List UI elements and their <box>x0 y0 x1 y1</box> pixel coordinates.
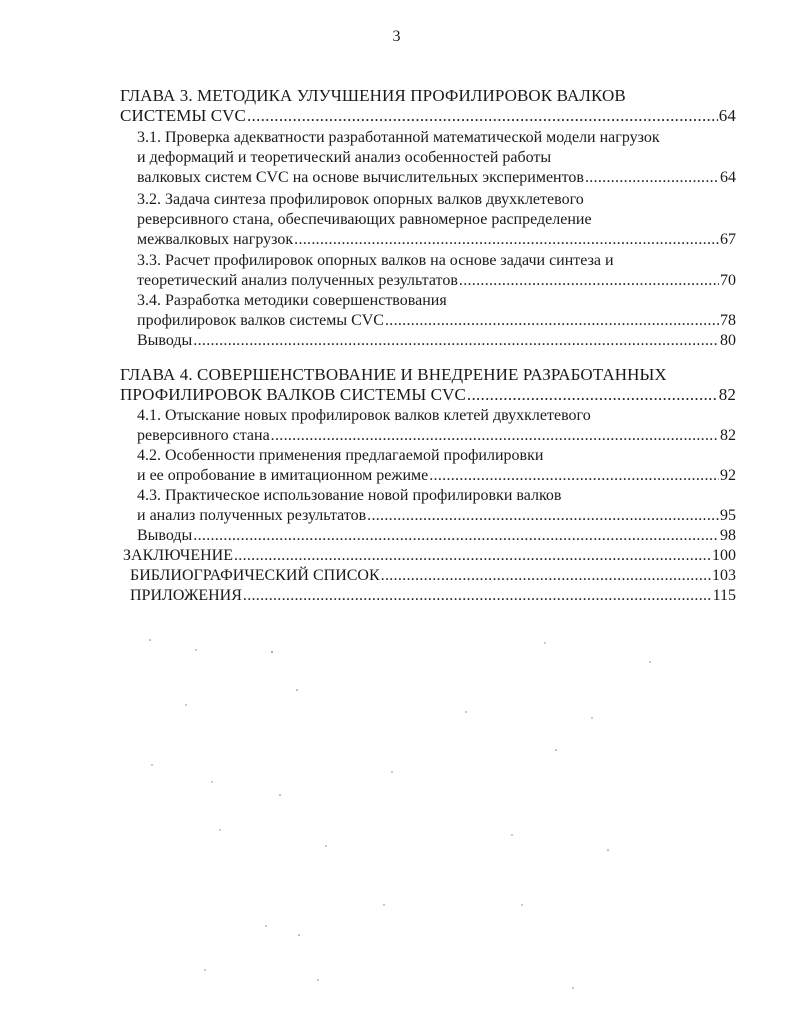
toc-entry-text: Выводы <box>137 332 193 349</box>
chapter-4-page: 82 <box>718 385 736 404</box>
speck <box>544 642 545 643</box>
toc-entry-page: 67 <box>720 231 736 248</box>
toc-entry-page: 70 <box>720 272 736 289</box>
leader-dots <box>247 106 718 126</box>
toc-entry-text: 3.1. Проверка адекватности разработанной математической модели нагрузок <box>137 129 660 146</box>
toc-entry-text: теоретический анализ полученных результатов <box>137 272 458 289</box>
toc-entry-bibliography <box>130 566 736 586</box>
toc-entry-appendices <box>130 586 736 606</box>
toc-entry-text: профилировок валков системы CVC <box>137 312 384 329</box>
toc-entry-text: 3.2. Задача синтеза профилировок опорных валков двухклетевого <box>137 191 584 208</box>
toc-entry-3-1-line-1 <box>137 128 660 148</box>
leader-dots <box>429 466 719 486</box>
toc-entry-text: межвалковых нагрузок <box>137 231 294 248</box>
speck <box>325 845 326 846</box>
toc-entry-4-1-line-1 <box>137 406 591 426</box>
toc-entry-text: реверсивного стана, обеспечивающих равномерное распределение <box>137 211 592 228</box>
leader-dots <box>585 168 719 188</box>
leader-dots <box>294 230 719 250</box>
toc-entry-3-2-line-2 <box>137 210 592 230</box>
chapter-4-title-line-1 <box>120 365 667 385</box>
speck <box>279 794 281 796</box>
leader-dots <box>459 271 719 291</box>
toc-entry-page: 82 <box>720 427 736 444</box>
toc-entry-text: 4.3. Практическое использование новой профилировки валков <box>137 487 562 504</box>
leader-dots <box>271 426 719 446</box>
speck <box>149 639 151 641</box>
toc-entry-text: 3.3. Расчет профилировок опорных валков на основе задачи синтеза и <box>137 252 614 269</box>
speck <box>317 979 318 980</box>
toc-entry-page: 100 <box>712 547 736 564</box>
table-of-contents <box>0 86 793 626</box>
speck <box>271 651 273 653</box>
speck <box>211 781 212 782</box>
toc-entry-4-1-line-2 <box>137 426 736 446</box>
toc-entry-3-4-line-2 <box>137 311 736 331</box>
chapter-4-title-line-2 <box>120 385 736 405</box>
speck <box>607 849 609 851</box>
speck <box>391 771 392 772</box>
toc-entry-page: 103 <box>712 567 736 584</box>
speck <box>591 717 592 718</box>
speck <box>185 704 186 705</box>
leader-dots <box>234 546 711 566</box>
toc-entry-conclusions-4 <box>137 526 736 546</box>
toc-entry-4-2-line-1 <box>137 446 543 466</box>
leader-dots <box>243 586 712 606</box>
speck <box>265 925 266 926</box>
speck <box>511 834 512 835</box>
toc-entry-page: 98 <box>720 527 736 544</box>
chapter-4-title-text-2: ПРОФИЛИРОВОК ВАЛКОВ СИСТЕМЫ CVC <box>120 385 466 404</box>
toc-entry-page: 64 <box>720 169 736 186</box>
chapter-4-title-text-1: ГЛАВА 4. СОВЕРШЕНСТВОВАНИЕ И ВНЕДРЕНИЕ РАЗРАБОТАННЫХ <box>120 365 667 384</box>
chapter-3-title-line-1 <box>120 86 626 106</box>
speck <box>219 829 220 830</box>
chapter-3-title-text-1: ГЛАВА 3. МЕТОДИКА УЛУЧШЕНИЯ ПРОФИЛИРОВОК ВАЛКОВ <box>120 86 626 105</box>
speck <box>555 749 557 751</box>
toc-entry-text: БИБЛИОГРАФИЧЕСКИЙ СПИСОК <box>130 567 380 584</box>
toc-entry-conclusion <box>123 546 736 566</box>
toc-entry-text: 3.4. Разработка методики совершенствования <box>137 292 447 309</box>
chapter-3-title-line-2 <box>120 106 736 126</box>
toc-entry-4-2-line-2 <box>137 466 736 486</box>
toc-entry-text: реверсивного стана <box>137 427 270 444</box>
toc-entry-4-3-line-2 <box>137 506 736 526</box>
toc-entry-page: 80 <box>720 332 736 349</box>
toc-entry-text: Выводы <box>137 527 193 544</box>
leader-dots <box>381 566 711 586</box>
toc-entry-text: валковых систем CVC на основе вычислительных экспериментов <box>137 169 584 186</box>
leader-dots <box>193 331 719 351</box>
toc-entry-text: 4.1. Отыскание новых профилировок валков клетей двухклетевого <box>137 407 591 424</box>
toc-entry-text: ПРИЛОЖЕНИЯ <box>130 587 242 604</box>
leader-dots <box>367 506 719 526</box>
speck <box>521 904 522 905</box>
speck <box>465 711 466 712</box>
leader-dots <box>193 526 719 546</box>
leader-dots <box>467 385 718 405</box>
toc-entry-3-3-line-2 <box>137 271 736 291</box>
toc-entry-3-2-line-1 <box>137 190 584 210</box>
speck <box>204 969 205 970</box>
toc-entry-3-4-line-1 <box>137 291 447 311</box>
toc-entry-conclusions-3 <box>137 331 736 351</box>
toc-entry-page: 115 <box>712 587 736 604</box>
toc-entry-text: и анализ полученных результатов <box>137 507 367 524</box>
speck <box>383 904 384 905</box>
toc-entry-text: и деформаций и теоретический анализ особенностей работы <box>137 149 552 166</box>
chapter-3-page: 64 <box>718 106 736 125</box>
toc-entry-4-3-line-1 <box>137 486 561 506</box>
toc-entry-page: 78 <box>720 312 736 329</box>
speck <box>151 764 152 765</box>
toc-entry-text: 4.2. Особенности применения предлагаемой профилировки <box>137 447 544 464</box>
speck <box>298 934 300 936</box>
page-number: 3 <box>392 28 401 45</box>
toc-entry-3-1-line-2 <box>137 148 551 168</box>
chapter-3-title-text-2: СИСТЕМЫ CVC <box>120 106 246 125</box>
toc-entry-page: 92 <box>720 467 736 484</box>
toc-entry-page: 95 <box>720 507 736 524</box>
speck <box>572 987 573 988</box>
speck <box>296 689 298 691</box>
leader-dots <box>385 311 719 331</box>
toc-entry-3-2-line-3 <box>137 230 736 250</box>
toc-entry-text: и ее опробование в имитационном режиме <box>137 467 429 484</box>
speck <box>195 649 196 650</box>
toc-entry-3-3-line-1 <box>137 251 614 271</box>
toc-entry-3-1-line-3 <box>137 168 736 188</box>
toc-entry-text: ЗАКЛЮЧЕНИЕ <box>123 547 233 564</box>
speck <box>649 661 650 662</box>
